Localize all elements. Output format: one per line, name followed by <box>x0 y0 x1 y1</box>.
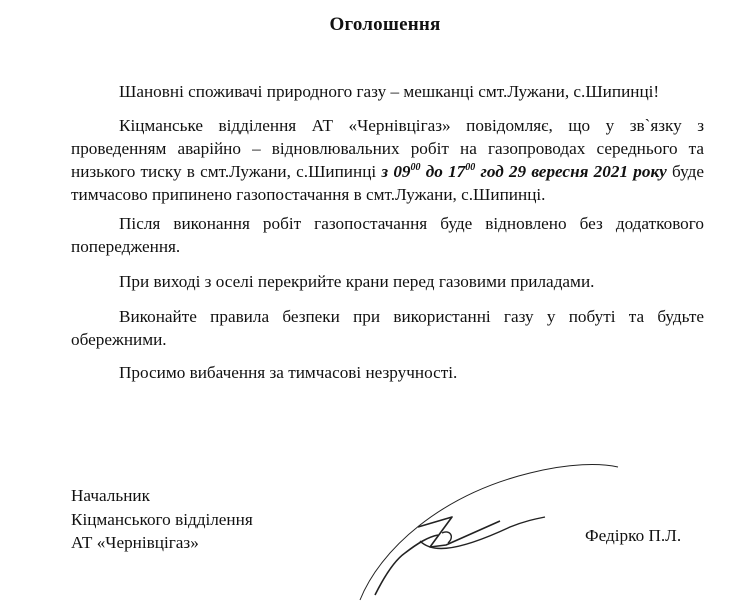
notice-text-start: Кіцманське відділення АТ «Чернівцігаз» повідомляє, що у зв`язку з проведенням аварійно – відновлювальних робіт на газопроводах середнього та низького тиску в смт.Лужани, с.Шипинці <box>71 116 704 181</box>
notice-text-end: буде тимчасово припинено газопостачання в смт.Лужани, с.Шипинці. <box>71 162 704 204</box>
restoration-paragraph: Після виконання робіт газопостачання буде відновлено без додаткового попередження. <box>71 214 704 256</box>
apology-paragraph: Просимо вибачення за тимчасові незручності. <box>119 363 458 382</box>
outage-time: з $09^{00}$ до $17^{00}$ год 29 вересня 2021 року <box>381 162 667 181</box>
signatory-title <box>71 484 253 555</box>
handwritten-signature <box>300 455 620 604</box>
safety-rules-paragraph: Виконайте правила безпеки при використанні газу у побуті та будьте обережними. <box>71 307 704 349</box>
notice-paragraph <box>71 114 704 206</box>
signatory-name: Федірко П.Л. <box>585 526 682 545</box>
signatory-department: Кіцманського відділення <box>71 509 253 529</box>
safety-instruction-paragraph: При виході з оселі перекрийте крани перед газовими приладами. <box>119 272 595 291</box>
greeting-paragraph: Шановні споживачі природного газу – мешканці смт.Лужани, с.Шипинці! <box>119 82 660 101</box>
signatory-company: АТ «Чернівцігаз» <box>71 533 199 552</box>
page-title: Оголошення <box>329 14 441 35</box>
outage-date: год 29 вересня 2021 року <box>475 162 667 181</box>
signatory-position: Начальник <box>71 486 150 505</box>
